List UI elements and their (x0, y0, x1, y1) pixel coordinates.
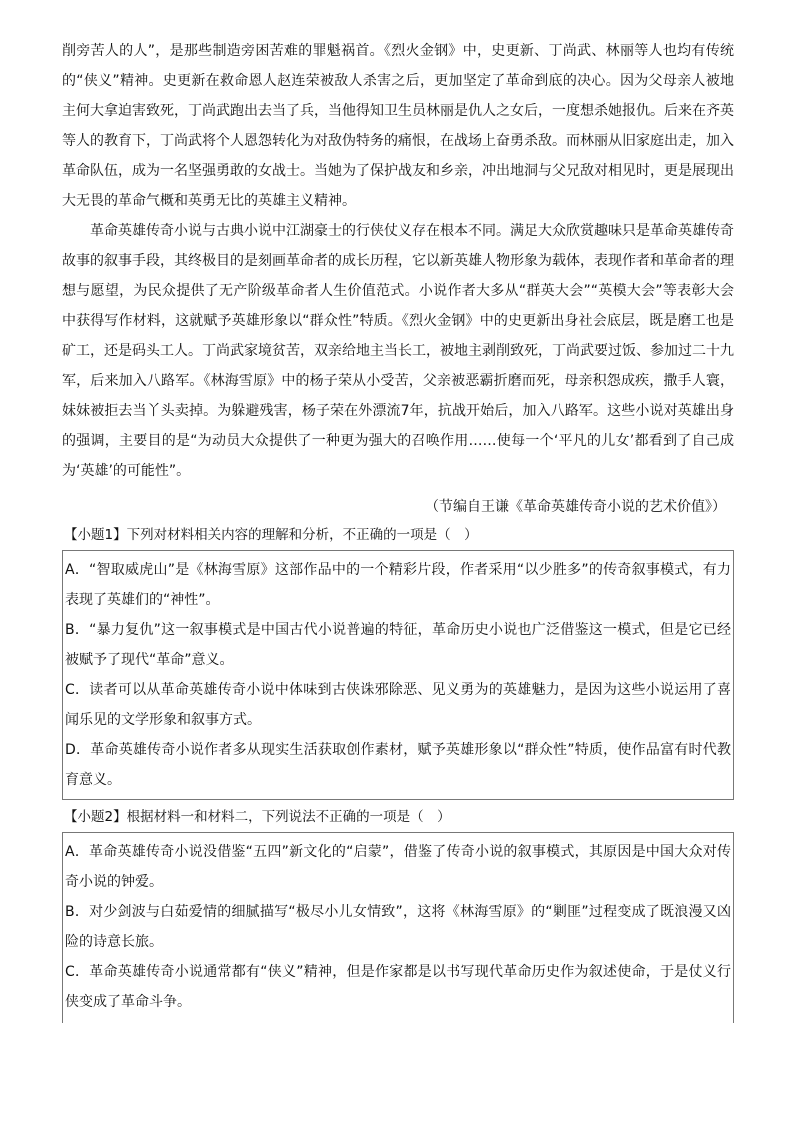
passage-paragraph-1: 削旁苦人的人”，是那些制造旁困苦难的罪魁祸首。《烈火金钢》中，史更新、丁尚武、林丽等人也均有传统的“侠义”精神。史更新在救命恩人赵连荣被敌人杀害之后，更加坚定了革命到底的决心。因为父母亲人被地主何大拿迫害致死，丁尚武跑出去当了兵，当他得知卫生员林丽是仇人之女后，一度想杀她报仇。后来在齐英等人的教育下，丁尚武将个人恩怨转化为对敌伪特务的痛恨，在战场上奋勇杀敌。而林丽从旧家庭出走，加入革命队伍，成为一名坚强勇敢的女战士。当她为了保护战友和乡亲，冲出地洞与父兄敌对相见时，更是展现出大无畏的革命气概和英勇无比的英雄主义精神。 (62, 43, 734, 209)
document-page (62, 36, 734, 1029)
question-2-title: 【小题2】根据材料一和材料二，下列说法不正确的一项是（ ） (64, 809, 451, 825)
passage-paragraph-2: 革命英雄传奇小说与古典小说中江湖豪士的行侠仗义存在根本不同。满足大众欣赏趣味只是革命英雄传奇故事的叙事手段，其终极目的是刻画革命者的成长历程，它以新英雄人物形象为载体，表现作者和革命者的理想与愿望，为民众提供了无产阶级革命者人生价值范式。小说作者大多从“群英大会”“英模大会”等表彰大会中获得写作材料，这就赋予英雄形象以“群众性”特质。《烈火金钢》中的史更新出身社会底层，既是磨工也是矿工，还是码头工人。丁尚武家境贫苦，双亲给地主当长工，被地主剥削致死，丁尚武要过饭、参加过二十九军，后来加入八路军。《林海雪原》中的杨子荣从小受苦，父亲被恶霸折磨而死，母亲积怨成疾，撒手人寰，妹妹被拒去当丫头卖掉。为躲避残害，杨子荣在外漂流7年，抗战开始后，加入八路军。这些小说对英雄出身的强调，主要目的是“为动员大众提供了一种更为强大的召唤作用……使每一个‘平凡的儿女’都看到了自己成为‘英雄’的可能性”。 (62, 223, 734, 479)
question-1-option-a[interactable]: A．“智取威虎山”是《林海雪原》这部作品中的一个精彩片段，作者采用“以少胜多”的传奇叙事模式，有力表现了英雄们的“神性”。 (65, 562, 731, 608)
passage-source: （节编自王谦《革命英雄传奇小说的艺术价值》） (425, 499, 726, 515)
question-2-option-a[interactable]: A．革命英雄传奇小说没借鉴“五四”新文化的“启蒙”，借鉴了传奇小说的叙事模式，其原因是中国大众对传奇小说的钟爱。 (65, 844, 731, 890)
question-2 (62, 806, 734, 1023)
question-1-option-d[interactable]: D．革命英雄传奇小说作者多从现实生活获取创作素材，赋予英雄形象以“群众性”特质，使作品富有时代教育意义。 (65, 742, 731, 788)
question-1-option-c[interactable]: C．读者可以从革命英雄传奇小说中体味到古侠诛邪除恶、见义勇为的英雄魅力，是因为这些小说运用了喜闻乐见的文学形象和叙事方式。 (65, 682, 731, 728)
question-2-options (62, 832, 734, 1023)
question-2-option-b[interactable]: B．对少剑波与白茹爱情的细腻描写“极尽小儿女情致”，这将《林海雪原》的“剿匪”过程变成了既浪漫又凶险的诗意长旅。 (65, 904, 731, 950)
question-2-option-c[interactable]: C．革命英雄传奇小说通常都有“侠义”精神，但是作家都是以书写现代革命历史作为叙述使命，于是仗义行侠变成了革命斗争。 (65, 964, 731, 1010)
question-1-options (62, 550, 734, 800)
question-1-option-b[interactable]: B．“暴力复仇”这一叙事模式是中国古代小说普遍的特征，革命历史小说也广泛借鉴这一模式，但是它已经被赋予了现代“革命”意义。 (65, 622, 731, 668)
question-1 (62, 524, 734, 800)
question-1-title: 【小题1】下列对材料相关内容的理解和分析，不正确的一项是（ ） (64, 527, 478, 543)
